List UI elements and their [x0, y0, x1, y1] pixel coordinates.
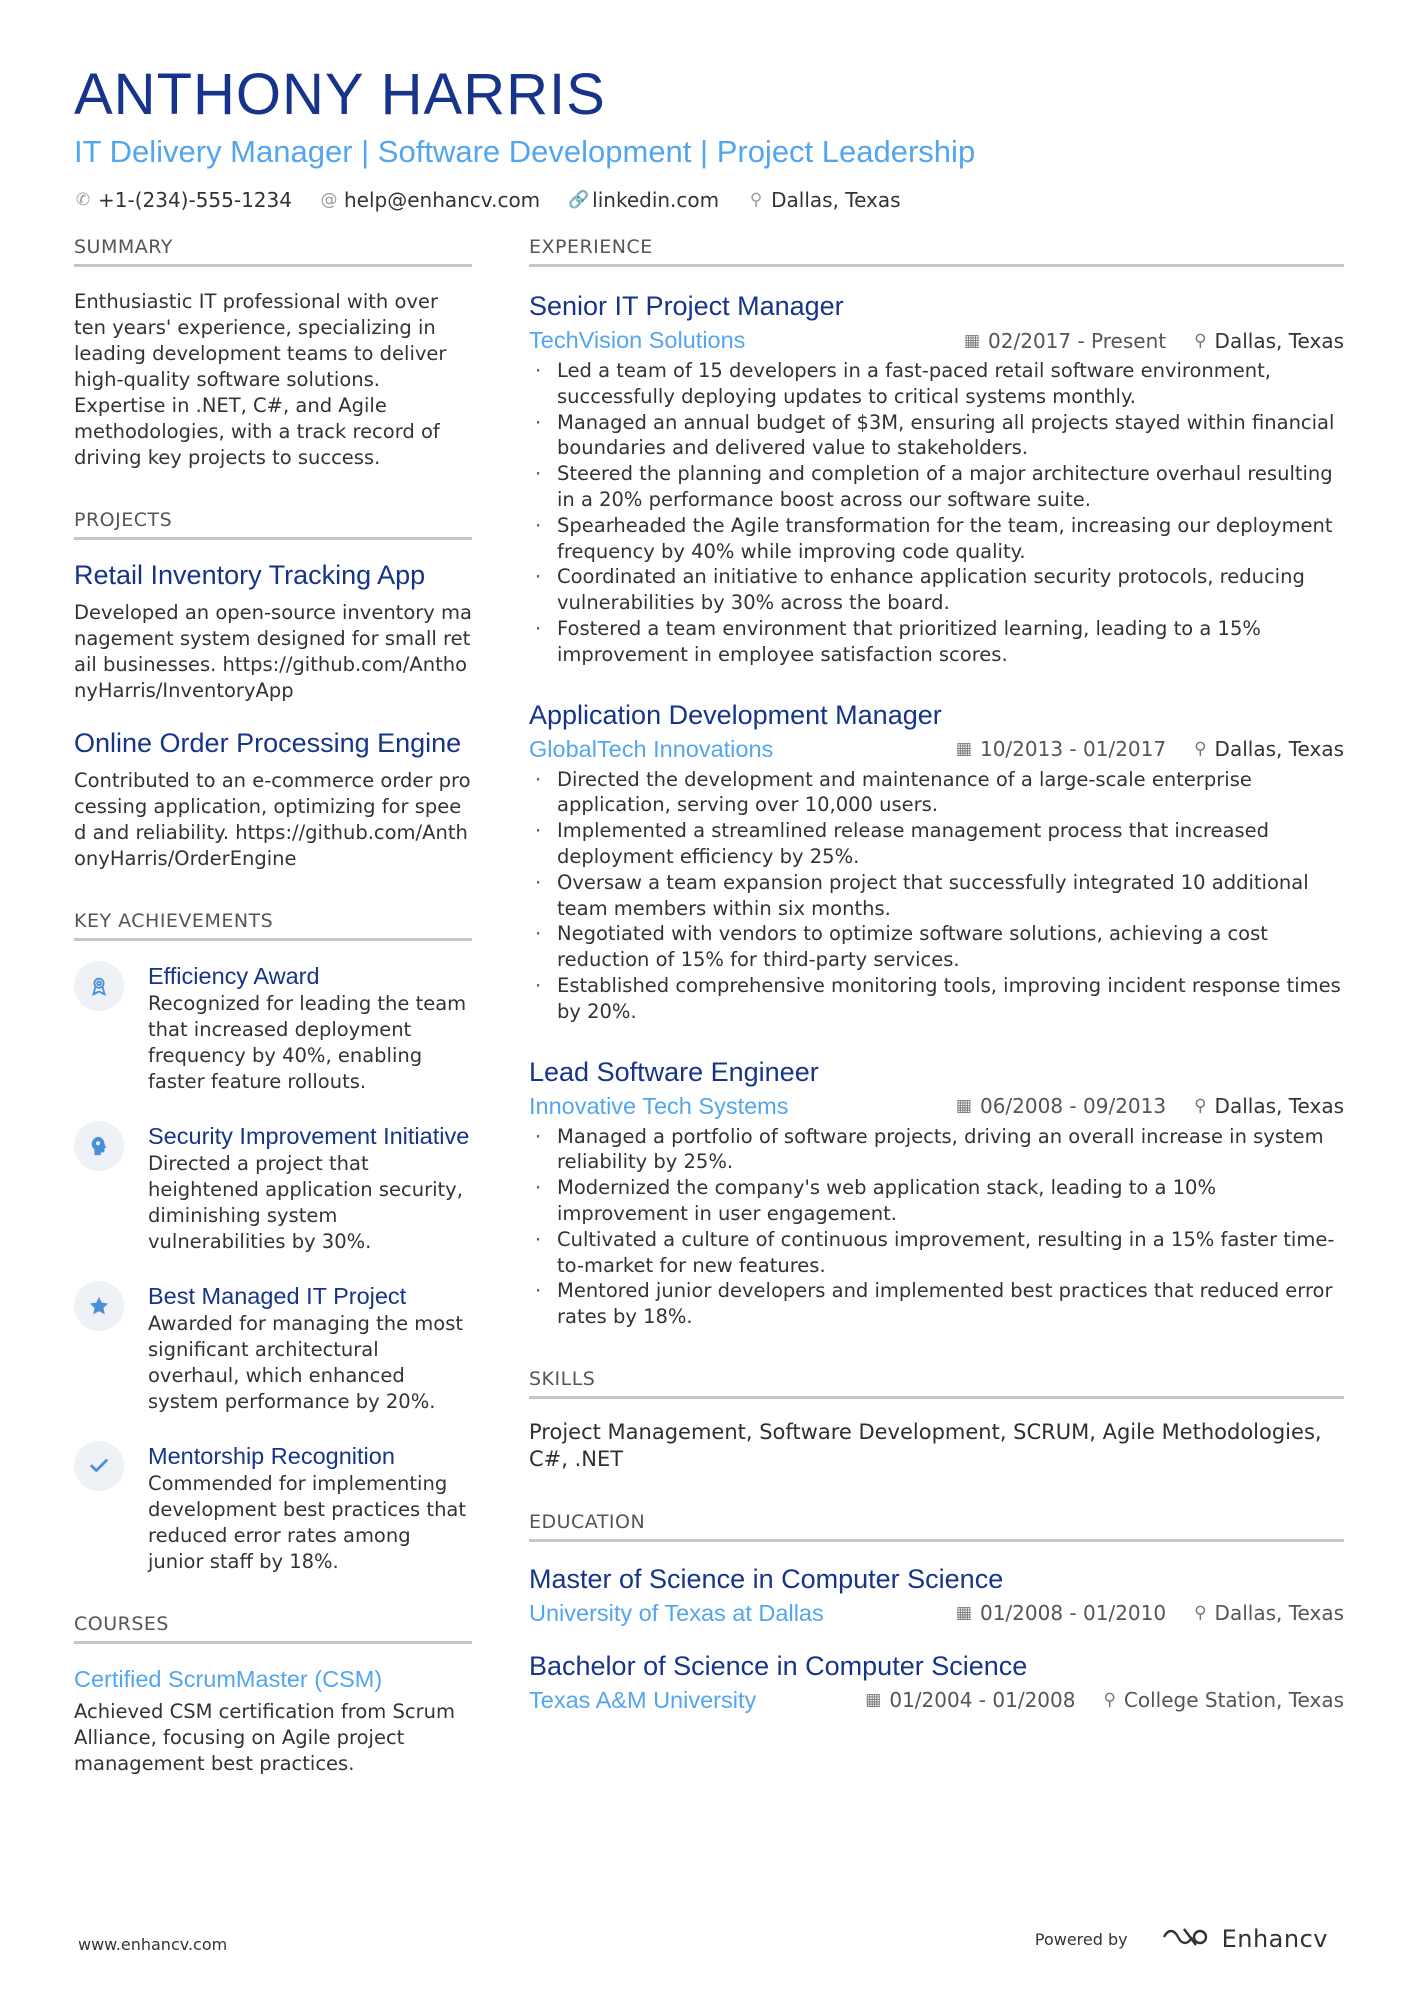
calendar-icon: ▦ [955, 1603, 972, 1624]
calendar-icon: ▦ [865, 1690, 882, 1711]
job-entry [529, 289, 1344, 668]
achievement-item [74, 1441, 472, 1575]
checkmark-icon [74, 1441, 124, 1491]
summary-section [74, 236, 472, 471]
project-item [74, 726, 472, 872]
projects-heading: PROJECTS [74, 509, 472, 540]
education-heading: EDUCATION [529, 1511, 1344, 1542]
job-bullets [529, 358, 1344, 668]
course-description: Achieved CSM certification from Scrum Alliance, focusing on Agile project management best practices. [74, 1700, 455, 1775]
award-icon [74, 961, 124, 1011]
job-entry [529, 1055, 1344, 1330]
location-pin-icon: ⚲ [1194, 739, 1207, 760]
list-item: · Coordinated an initiative to enhance application security protocols, reducing vulnerabilities by 30% across the board. [529, 564, 1344, 616]
achievement-title: Best Managed IT Project [148, 1283, 407, 1309]
job-location: ⚲ Dallas, Texas [1194, 328, 1344, 353]
education-section [529, 1511, 1344, 1714]
contact-location [747, 188, 900, 212]
brand-name: Enhancv [1221, 1925, 1328, 1953]
degree-title: Bachelor of Science in Computer Science [529, 1650, 1028, 1681]
job-location: ⚲ Dallas, Texas [1194, 1094, 1344, 1119]
left-column [74, 236, 472, 1777]
company-name: TechVision Solutions [529, 327, 746, 353]
skills-section [529, 1368, 1344, 1473]
list-item: · Established comprehensive monitoring tools, improving incident response times by 20%. [529, 973, 1344, 1025]
contact-linkedin[interactable] [568, 188, 719, 212]
powered-by-label: Powered by [1034, 1929, 1128, 1949]
list-item: · Spearheaded the Agile transformation for the team, increasing our deployment frequency by 40% while improving code quality. [529, 513, 1344, 565]
list-item: · Modernized the company's web application stack, leading to a 10% improvement in user engagement. [529, 1175, 1344, 1227]
education-location: ⚲ College Station, Texas [1103, 1688, 1344, 1713]
project-description: Contributed to an e-commerce order processing application, optimizing for speed and reliability. https://github.com/AnthonyHarris/OrderEngine [74, 769, 471, 870]
achievement-item [74, 961, 472, 1095]
contact-row [74, 188, 1344, 212]
project-item [74, 558, 472, 704]
candidate-title: IT Delivery Manager | Software Development | Project Leadership [74, 134, 976, 169]
education-entry [529, 1562, 1344, 1627]
summary-heading: SUMMARY [74, 236, 472, 267]
job-title: Lead Software Engineer [529, 1056, 819, 1087]
candidate-name: ANTHONY HARRIS [74, 62, 606, 127]
achievement-item [74, 1281, 472, 1415]
job-title: Application Development Manager [529, 699, 942, 730]
job-dates: ▦ 06/2008 - 09/2013 [955, 1094, 1167, 1119]
summary-text: Enthusiastic IT professional with over ten years' experience, specializing in leading development teams to deliver high-quality software solutions. Expertise in .NET, C#, and Agile methodologies, with a track record of driving key projects to success. [74, 290, 447, 469]
list-item: · Cultivated a culture of continuous improvement, resulting in a 15% faster time-to-market for new features. [529, 1227, 1344, 1279]
achievement-description: Recognized for leading the team that increased deployment frequency by 40%, enabling faster feature rollouts. [148, 992, 467, 1093]
footer-branding [1035, 1925, 1328, 1953]
projects-section [74, 509, 472, 872]
courses-section [74, 1613, 472, 1777]
footer-website[interactable]: www.enhancv.com [78, 1935, 228, 1954]
calendar-icon: ▦ [955, 1096, 972, 1117]
courses-heading: COURSES [74, 1613, 472, 1644]
school-name: University of Texas at Dallas [529, 1599, 824, 1626]
job-bullets [529, 767, 1344, 1025]
phone-text: +1-(234)-555-1234 [98, 188, 292, 212]
course-item [74, 1666, 472, 1777]
email-text: help@enhancv.com [343, 188, 541, 212]
list-item: · Led a team of 15 developers in a fast-paced retail software environment, successfully deploying updates to critical systems monthly. [529, 358, 1344, 410]
location-pin-icon: ⚲ [1194, 330, 1207, 351]
right-column [529, 236, 1344, 1714]
skills-heading: SKILLS [529, 1368, 1344, 1399]
link-icon: 🔗 [568, 190, 590, 210]
list-item: · Mentored junior developers and implemented best practices that reduced error rates by 18%. [529, 1278, 1344, 1330]
location-pin-icon: ⚲ [1103, 1690, 1116, 1711]
job-dates: ▦ 10/2013 - 01/2017 [955, 737, 1167, 762]
list-item: · Implemented a streamlined release management process that increased deployment efficiency by 25%. [529, 818, 1344, 870]
achievements-section [74, 910, 472, 1575]
list-item: · Fostered a team environment that prioritized learning, leading to a 15% improvement in employee satisfaction scores. [529, 616, 1344, 668]
company-name: Innovative Tech Systems [529, 1092, 789, 1119]
calendar-icon: ▦ [963, 330, 981, 351]
company-name: GlobalTech Innovations [529, 735, 774, 762]
list-item: · Negotiated with vendors to optimize software solutions, achieving a cost reduction of 15% for third-party services. [529, 921, 1344, 973]
achievement-description: Awarded for managing the most significant architectural overhaul, which enhanced system performance by 20%. [148, 1312, 463, 1413]
job-entry [529, 698, 1344, 1025]
education-dates: ▦ 01/2008 - 01/2010 [955, 1601, 1167, 1626]
phone-icon: ✆ [75, 190, 91, 210]
at-icon: @ [320, 190, 338, 210]
achievement-item [74, 1121, 472, 1255]
achievement-description: Commended for implementing development best practices that reduced error rates among junior staff by 18%. [148, 1472, 467, 1573]
achievement-title: Efficiency Award [148, 963, 320, 989]
location-pin-icon: ⚲ [1194, 1603, 1207, 1624]
list-item: · Managed a portfolio of software projects, driving an overall increase in system reliability by 25%. [529, 1124, 1344, 1176]
contact-phone[interactable] [74, 188, 292, 212]
location-pin-icon: ⚲ [749, 190, 763, 210]
achievements-heading: KEY ACHIEVEMENTS [74, 910, 472, 941]
head-gear-icon [74, 1121, 124, 1171]
list-item: · Oversaw a team expansion project that successfully integrated 10 additional team members within six months. [529, 870, 1344, 922]
achievement-title: Security Improvement Initiative [148, 1123, 470, 1149]
contact-email[interactable] [320, 188, 540, 212]
education-location: ⚲ Dallas, Texas [1194, 1601, 1344, 1626]
school-name: Texas A&M University [529, 1686, 757, 1713]
project-description: Developed an open-source inventory management system designed for small retail businesses. https://github.com/AnthonyHarris/InventoryApp [74, 601, 472, 702]
list-item: · Managed an annual budget of $3M, ensuring all projects stayed within financial boundaries and delivered value to stakeholders. [529, 410, 1344, 462]
project-title: Retail Inventory Tracking App [74, 560, 426, 590]
education-dates: ▦ 01/2004 - 01/2008 [865, 1688, 1076, 1713]
list-item: · Directed the development and maintenance of a large-scale enterprise application, serving over 10,000 users. [529, 767, 1344, 819]
resume-header [74, 58, 1344, 212]
course-title: Certified ScrumMaster (CSM) [74, 1666, 383, 1692]
job-title: Senior IT Project Manager [529, 291, 844, 321]
achievement-description: Directed a project that heightened application security, diminishing system vulnerabilities by 30%. [148, 1152, 463, 1253]
location-pin-icon: ⚲ [1194, 1096, 1207, 1117]
experience-section [529, 236, 1344, 1330]
star-icon [74, 1281, 124, 1331]
project-title: Online Order Processing Engine [74, 728, 462, 758]
list-item: · Steered the planning and completion of a major architecture overhaul resulting in a 20% performance boost across our software suite. [529, 461, 1344, 513]
job-bullets [529, 1124, 1344, 1330]
enhancv-logo-icon [1162, 1925, 1208, 1953]
location-text: Dallas, Texas [771, 188, 901, 212]
experience-heading: EXPERIENCE [529, 236, 1344, 267]
degree-title: Master of Science in Computer Science [529, 1563, 1004, 1594]
calendar-icon: ▦ [955, 739, 972, 760]
job-location: ⚲ Dallas, Texas [1194, 737, 1344, 762]
linkedin-text: linkedin.com [592, 188, 720, 212]
job-dates: ▦ 02/2017 - Present [963, 328, 1167, 353]
achievement-title: Mentorship Recognition [148, 1443, 395, 1469]
education-entry [529, 1649, 1344, 1714]
skills-text: Project Management, Software Development, SCRUM, Agile Methodologies, C#, .NET [529, 1419, 1322, 1471]
